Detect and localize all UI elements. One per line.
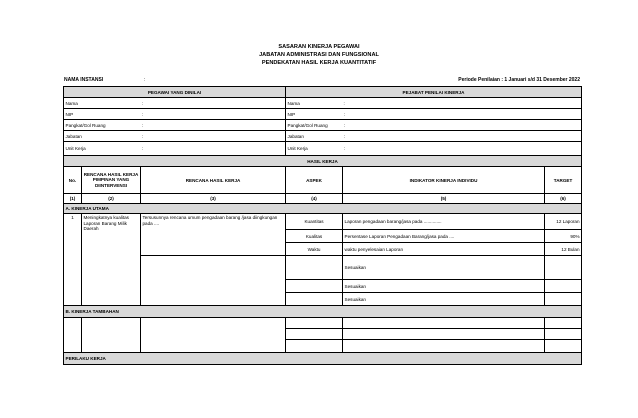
aspek-cell: Waktu [286,243,343,256]
indikator-cell: Persentase Laporan Pengadaan Barang/jasa pada .... [343,230,545,243]
doc-title: SASARAN KINERJA PEGAWAI [278,44,360,50]
table-row [64,214,582,230]
aspek-cell: Kuantitas [286,214,343,230]
pejabat-unit-colon: : [343,142,582,156]
row-no: 1 [64,214,82,306]
identity-row [64,98,582,109]
target-cell: 90% [545,230,582,243]
col-number: (2) [82,194,141,204]
empty-cell [343,318,545,329]
col-no-header: No. [64,167,82,194]
col-indikator-header: INDIKATOR KINERJA INDIVIDU [343,167,545,194]
empty-cell [64,318,82,353]
col-number: (4) [286,194,343,204]
pejabat-pangkat-colon: : [343,120,582,131]
kinerja-utama-title: A. KINERJA UTAMA [64,204,582,214]
pegawai-pangkat-colon: : [141,120,286,131]
perilaku-row [64,353,582,365]
aspek-cell [286,280,343,293]
meta-row [64,77,580,85]
identity-row [64,142,582,156]
col-rhk-pimpinan-header: RENCANA HASIL KERJA PIMPINAN YANG DIINTERVENSI [82,167,141,194]
table-row [64,256,582,280]
kinerja-utama-row [64,204,582,214]
col-number: (6) [545,194,582,204]
pegawai-header: PEGAWAI YANG DINILAI [64,87,286,98]
empty-cell [286,318,343,329]
pegawai-unit-colon: : [141,142,286,156]
kinerja-tambahan-row [64,306,582,318]
pejabat-nip-colon: : [343,109,582,120]
identity-row [64,131,582,142]
hasil-kerja-header-row [64,156,582,167]
identity-row [64,120,582,131]
kinerja-tambahan-title: B. KINERJA TAMBAHAN [64,306,582,318]
perilaku-title: PERILAKU KERJA [64,353,582,365]
pegawai-nip-label: NIP [64,109,141,120]
pegawai-nip-colon: : [141,109,286,120]
empty-cell [82,318,141,353]
pegawai-pangkat-label: Pangkat/Gol Ruang [64,120,141,131]
indikator-cell: Sesuaikan [343,280,545,293]
empty-cell [286,340,343,353]
hasil-kerja-header: HASIL KERJA [64,156,582,167]
pejabat-nama-label: Nama [286,98,343,109]
pegawai-unit-label: Unit Kerja [64,142,141,156]
pejabat-nip-label: NIP [286,109,343,120]
identity-row [64,109,582,120]
empty-cell [545,340,582,353]
col-number: (3) [141,194,286,204]
table-row [64,318,582,329]
col-number: (5) [343,194,545,204]
document-title-block [0,43,638,67]
col-target-header: TARGET [545,167,582,194]
pejabat-jabatan-colon: : [343,131,582,142]
empty-cell [141,318,286,353]
col-rhk-header: RENCANA HASIL KERJA [141,167,286,194]
col-number: (1) [64,194,82,204]
pejabat-pangkat-label: Pangkat/Gol Ruang [286,120,343,131]
pegawai-jabatan-label: Jabatan [64,131,141,142]
column-header-row [64,167,582,194]
pegawai-nama-colon: : [141,98,286,109]
target-cell [545,256,582,280]
rhk-pimpinan-cell: Meningkatnya kualitas Laporan Barang Milik Daerah [82,214,141,306]
aspek-cell [286,293,343,306]
col-aspek-header: ASPEK [286,167,343,194]
pejabat-nama-colon: : [343,98,582,109]
pejabat-jabatan-label: Jabatan [286,131,343,142]
aspek-cell [286,256,343,280]
indikator-cell: Sesuaikan [343,256,545,280]
rhk-empty-cell [141,256,286,306]
target-cell: 12 Laporan [545,214,582,230]
instansi-colon: : [144,77,146,83]
periode-penilaian: Periode Penilaian : 1 Januari s/d 31 Desember 2022 [458,77,580,83]
aspek-cell: Kualitas [286,230,343,243]
pejabat-header: PEJABAT PENILAI KINERJA [286,87,582,98]
party-header-row [64,87,582,98]
target-cell [545,293,582,306]
indikator-cell: waktu penyelesaian Laporan [343,243,545,256]
pegawai-nama-label: Nama [64,98,141,109]
empty-cell [545,318,582,329]
target-cell [545,280,582,293]
empty-cell [286,329,343,340]
doc-subtitle-2: PENDEKATAN HASIL KERJA KUANTITATIF [261,60,377,66]
empty-cell [343,329,545,340]
empty-cell [545,329,582,340]
target-cell: 12 Bulan [545,243,582,256]
pegawai-jabatan-colon: : [141,131,286,142]
instansi-label: NAMA INSTANSI [64,77,104,83]
column-number-row [64,194,582,204]
empty-cell [343,340,545,353]
indikator-cell: Sesuaikan [343,293,545,306]
pejabat-unit-label: Unit Kerja [286,142,343,156]
indikator-cell: Laporan pengadaan barang/jasa pada .............. [343,214,545,230]
skp-table [63,86,582,365]
rhk-cell: Tersusunnya rencana umum pengadaan barang /jasa diingkungan pada .... [141,214,286,256]
doc-subtitle-1: JABATAN ADMINISTRASI DAN FUNGSIONAL [259,52,379,58]
